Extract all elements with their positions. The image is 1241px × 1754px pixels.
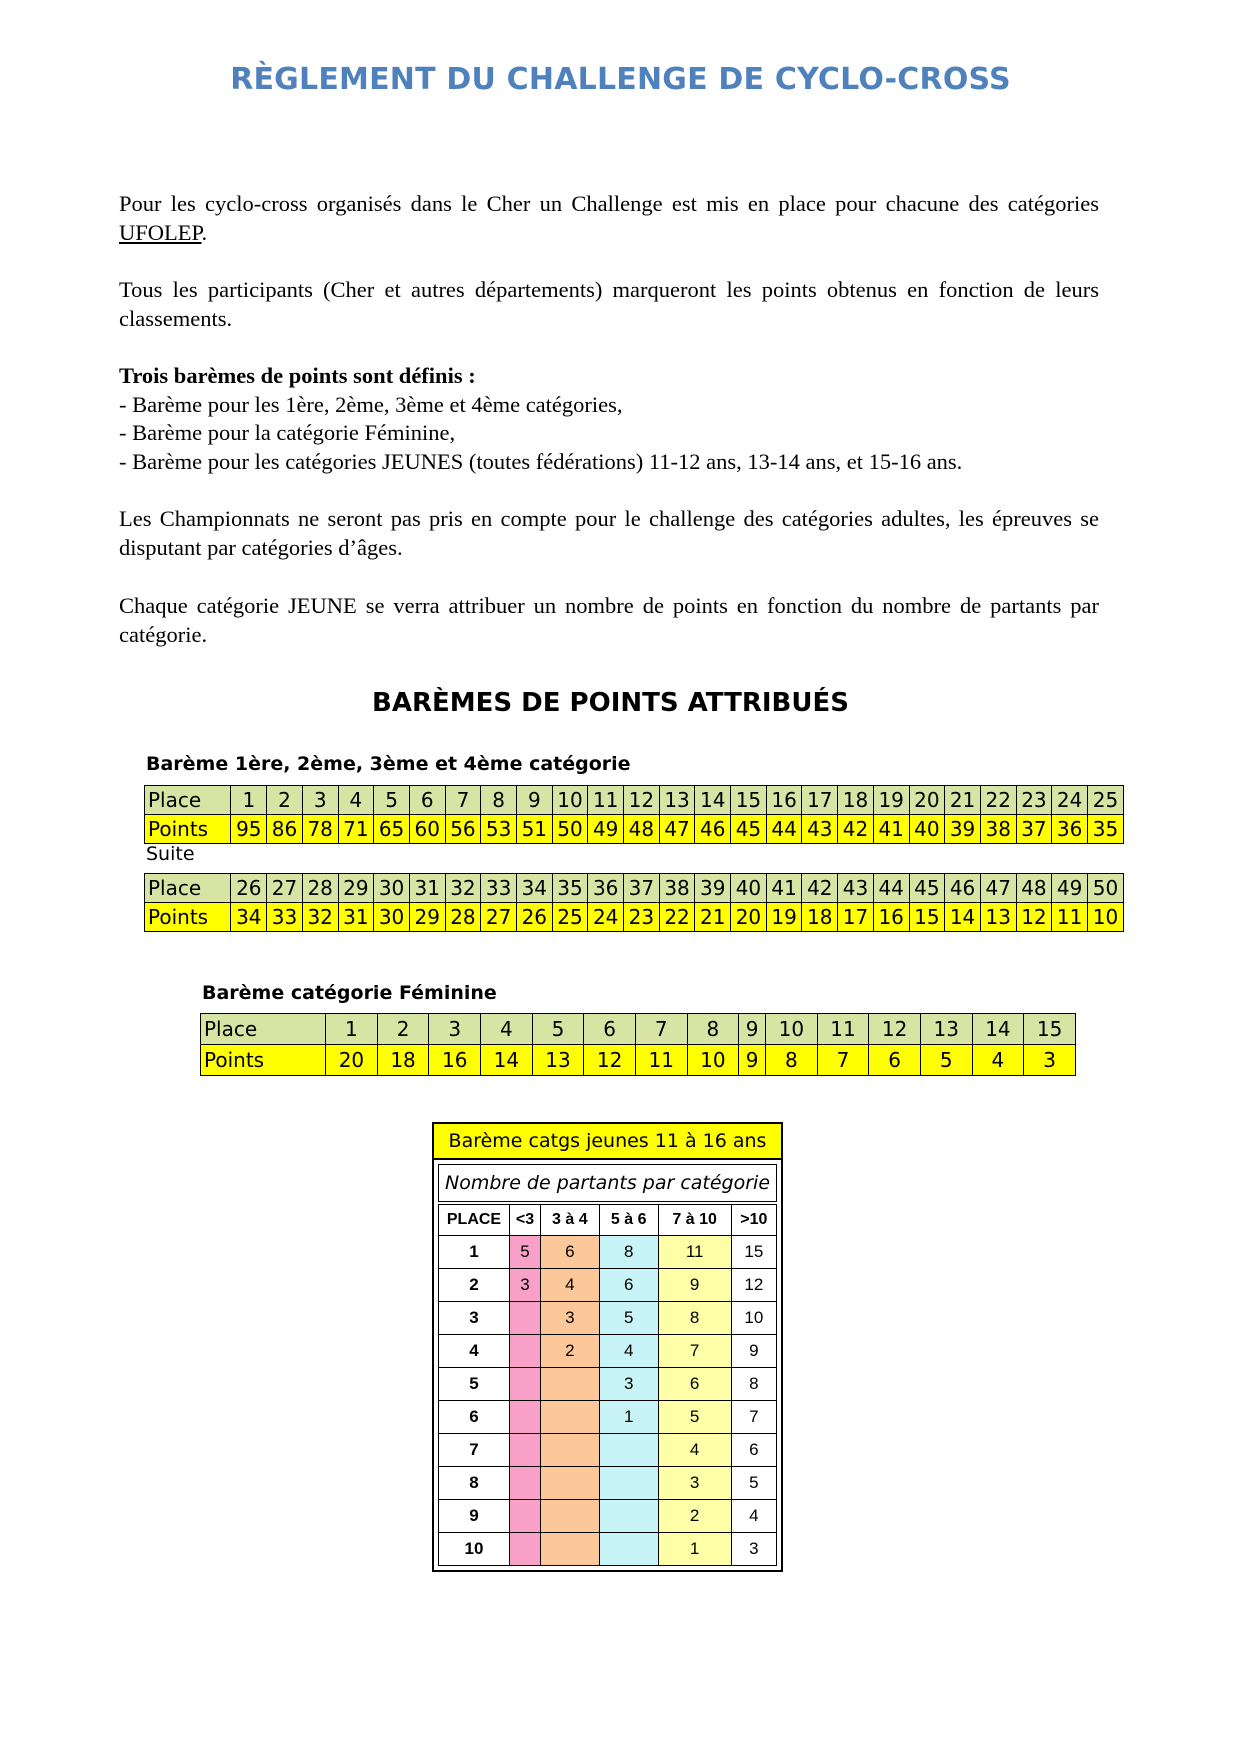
place-cell: 47 xyxy=(980,874,1016,903)
adult-table-part-2 xyxy=(144,873,1124,932)
youth-cell-7to10: 4 xyxy=(658,1434,731,1467)
points-cell: 71 xyxy=(338,815,374,844)
youth-header-7to10: 7 à 10 xyxy=(658,1205,731,1236)
points-cell: 49 xyxy=(588,815,624,844)
place-cell: 20 xyxy=(909,786,945,815)
points-cell: 35 xyxy=(1087,815,1123,844)
page-title: RÈGLEMENT DU CHALLENGE DE CYCLO-CROSS xyxy=(230,62,1011,97)
points-cell: 42 xyxy=(838,815,874,844)
points-label: Points xyxy=(145,815,231,844)
points-cell: 50 xyxy=(552,815,588,844)
place-cell: 2 xyxy=(377,1014,429,1045)
adult-points-row-1 xyxy=(145,815,1124,844)
place-cell: 19 xyxy=(873,786,909,815)
youth-cell-5to6 xyxy=(599,1434,658,1467)
youth-cell-3to4 xyxy=(540,1368,599,1401)
points-cell: 8 xyxy=(766,1045,818,1076)
youth-cell-7to10: 5 xyxy=(658,1401,731,1434)
youth-cell-place: 9 xyxy=(439,1500,510,1533)
youth-cell-place: 8 xyxy=(439,1467,510,1500)
points-cell: 86 xyxy=(267,815,303,844)
place-label: Place xyxy=(145,874,231,903)
youth-cell-3to4 xyxy=(540,1401,599,1434)
place-cell: 43 xyxy=(838,874,874,903)
place-label: Place xyxy=(201,1014,326,1045)
place-cell: 14 xyxy=(695,786,731,815)
table-row xyxy=(439,1335,777,1368)
youth-cell-7to10: 3 xyxy=(658,1467,731,1500)
place-cell: 12 xyxy=(624,786,660,815)
youth-cell-7to10: 2 xyxy=(658,1500,731,1533)
youth-cell-lt3 xyxy=(510,1434,541,1467)
youth-cell-gt10: 12 xyxy=(731,1269,776,1302)
place-cell: 9 xyxy=(739,1014,766,1045)
table-row xyxy=(439,1368,777,1401)
table-row xyxy=(439,1533,777,1566)
intro-paragraph-5: Chaque catégorie JEUNE se verra attribuer un nombre de points en fonction du nombre de partants par catégorie. xyxy=(119,593,1099,647)
place-cell: 9 xyxy=(516,786,552,815)
points-cell: 53 xyxy=(481,815,517,844)
points-cell: 14 xyxy=(945,903,981,932)
youth-cell-5to6: 1 xyxy=(599,1401,658,1434)
place-cell: 49 xyxy=(1052,874,1088,903)
table-row xyxy=(439,1401,777,1434)
youth-cell-gt10: 3 xyxy=(731,1533,776,1566)
place-cell: 37 xyxy=(624,874,660,903)
intro-paragraph-1 xyxy=(119,190,1099,247)
points-cell: 10 xyxy=(1087,903,1123,932)
place-cell: 36 xyxy=(588,874,624,903)
adult-table-part-1 xyxy=(144,785,1124,844)
points-label: Points xyxy=(201,1045,326,1076)
points-cell: 30 xyxy=(374,903,410,932)
youth-header-3to4: 3 à 4 xyxy=(540,1205,599,1236)
youth-cell-lt3: 3 xyxy=(510,1269,541,1302)
place-cell: 14 xyxy=(972,1014,1024,1045)
intro-paragraph-3 xyxy=(119,362,1099,476)
place-cell: 8 xyxy=(687,1014,739,1045)
intro-paragraph-2: Tous les participants (Cher et autres départements) marqueront les points obtenus en fonction de leurs classements. xyxy=(119,277,1099,331)
place-cell: 35 xyxy=(552,874,588,903)
points-cell: 15 xyxy=(909,903,945,932)
place-cell: 13 xyxy=(659,786,695,815)
place-cell: 15 xyxy=(731,786,767,815)
points-cell: 23 xyxy=(624,903,660,932)
place-cell: 11 xyxy=(588,786,624,815)
youth-cell-3to4: 6 xyxy=(540,1236,599,1269)
place-cell: 27 xyxy=(267,874,303,903)
youth-cell-5to6 xyxy=(599,1467,658,1500)
section-title: BARÈMES DE POINTS ATTRIBUÉS xyxy=(372,688,849,718)
points-cell: 36 xyxy=(1052,815,1088,844)
bareme-list-item-2: - Barème pour la catégorie Féminine, xyxy=(119,420,456,445)
youth-cell-gt10: 15 xyxy=(731,1236,776,1269)
intro-p1-end: . xyxy=(201,219,208,245)
youth-cell-gt10: 10 xyxy=(731,1302,776,1335)
points-cell: 4 xyxy=(972,1045,1024,1076)
points-cell: 38 xyxy=(980,815,1016,844)
place-cell: 39 xyxy=(695,874,731,903)
points-cell: 60 xyxy=(409,815,445,844)
feminine-points-row xyxy=(201,1045,1076,1076)
youth-cell-place: 5 xyxy=(439,1368,510,1401)
points-cell: 12 xyxy=(1016,903,1052,932)
adult-points-row-2 xyxy=(145,903,1124,932)
points-cell: 11 xyxy=(1052,903,1088,932)
suite-label: Suite xyxy=(146,843,195,865)
place-cell: 22 xyxy=(980,786,1016,815)
points-cell: 14 xyxy=(481,1045,533,1076)
youth-cell-gt10: 4 xyxy=(731,1500,776,1533)
youth-header-lt3: <3 xyxy=(510,1205,541,1236)
points-cell: 39 xyxy=(945,815,981,844)
points-cell: 18 xyxy=(377,1045,429,1076)
place-cell: 7 xyxy=(635,1014,687,1045)
place-cell: 5 xyxy=(374,786,410,815)
points-cell: 32 xyxy=(302,903,338,932)
points-cell: 21 xyxy=(695,903,731,932)
youth-cell-lt3 xyxy=(510,1467,541,1500)
place-cell: 44 xyxy=(873,874,909,903)
youth-cell-place: 1 xyxy=(439,1236,510,1269)
place-cell: 12 xyxy=(869,1014,921,1045)
place-cell: 4 xyxy=(481,1014,533,1045)
points-cell: 7 xyxy=(817,1045,869,1076)
place-cell: 13 xyxy=(920,1014,972,1045)
youth-cell-7to10: 11 xyxy=(658,1236,731,1269)
youth-cell-5to6: 5 xyxy=(599,1302,658,1335)
points-cell: 13 xyxy=(532,1045,584,1076)
place-cell: 40 xyxy=(731,874,767,903)
points-cell: 13 xyxy=(980,903,1016,932)
place-cell: 25 xyxy=(1087,786,1123,815)
points-cell: 41 xyxy=(873,815,909,844)
place-cell: 33 xyxy=(481,874,517,903)
table-row xyxy=(439,1269,777,1302)
points-cell: 5 xyxy=(920,1045,972,1076)
points-cell: 17 xyxy=(838,903,874,932)
place-cell: 6 xyxy=(584,1014,636,1045)
youth-cell-7to10: 6 xyxy=(658,1368,731,1401)
youth-cell-lt3 xyxy=(510,1368,541,1401)
place-cell: 10 xyxy=(766,1014,818,1045)
place-cell: 5 xyxy=(532,1014,584,1045)
youth-cell-place: 10 xyxy=(439,1533,510,1566)
place-cell: 24 xyxy=(1052,786,1088,815)
youth-cell-lt3 xyxy=(510,1335,541,1368)
points-cell: 31 xyxy=(338,903,374,932)
youth-cell-place: 2 xyxy=(439,1269,510,1302)
youth-cell-lt3 xyxy=(510,1500,541,1533)
place-cell: 18 xyxy=(838,786,874,815)
youth-table-subcaption: Nombre de partants par catégorie xyxy=(438,1164,777,1202)
youth-table xyxy=(432,1122,783,1572)
bareme-list-item-3: - Barème pour les catégories JEUNES (toutes fédérations) 11-12 ans, 13-14 ans, et 15-16 ans. xyxy=(119,448,963,474)
youth-cell-place: 6 xyxy=(439,1401,510,1434)
points-cell: 48 xyxy=(624,815,660,844)
points-cell: 16 xyxy=(873,903,909,932)
points-cell: 27 xyxy=(481,903,517,932)
youth-cell-place: 4 xyxy=(439,1335,510,1368)
points-cell: 43 xyxy=(802,815,838,844)
points-cell: 51 xyxy=(516,815,552,844)
points-cell: 20 xyxy=(326,1045,378,1076)
youth-cell-gt10: 7 xyxy=(731,1401,776,1434)
youth-cell-3to4 xyxy=(540,1500,599,1533)
adult-place-row-1 xyxy=(145,786,1124,815)
table-row xyxy=(439,1434,777,1467)
points-cell: 65 xyxy=(374,815,410,844)
points-cell: 12 xyxy=(584,1045,636,1076)
youth-cell-5to6 xyxy=(599,1533,658,1566)
youth-cell-gt10: 8 xyxy=(731,1368,776,1401)
place-cell: 42 xyxy=(802,874,838,903)
points-cell: 22 xyxy=(659,903,695,932)
points-cell: 40 xyxy=(909,815,945,844)
youth-cell-7to10: 1 xyxy=(658,1533,731,1566)
points-cell: 56 xyxy=(445,815,481,844)
place-cell: 32 xyxy=(445,874,481,903)
youth-cell-place: 7 xyxy=(439,1434,510,1467)
place-cell: 16 xyxy=(766,786,802,815)
points-cell: 16 xyxy=(429,1045,481,1076)
youth-table-caption: Barème catgs jeunes 11 à 16 ans xyxy=(434,1124,781,1160)
points-cell: 19 xyxy=(766,903,802,932)
place-cell: 50 xyxy=(1087,874,1123,903)
youth-cell-place: 3 xyxy=(439,1302,510,1335)
feminine-place-row xyxy=(201,1014,1076,1045)
points-cell: 3 xyxy=(1024,1045,1076,1076)
place-cell: 21 xyxy=(945,786,981,815)
youth-cell-5to6: 4 xyxy=(599,1335,658,1368)
youth-cell-gt10: 5 xyxy=(731,1467,776,1500)
youth-cell-7to10: 7 xyxy=(658,1335,731,1368)
youth-header-gt10: >10 xyxy=(731,1205,776,1236)
youth-cell-3to4 xyxy=(540,1434,599,1467)
place-cell: 28 xyxy=(302,874,338,903)
place-cell: 4 xyxy=(338,786,374,815)
youth-cell-gt10: 9 xyxy=(731,1335,776,1368)
points-cell: 46 xyxy=(695,815,731,844)
points-cell: 9 xyxy=(739,1045,766,1076)
points-label: Points xyxy=(145,903,231,932)
youth-cell-3to4: 4 xyxy=(540,1269,599,1302)
points-cell: 47 xyxy=(659,815,695,844)
place-cell: 46 xyxy=(945,874,981,903)
ufolep-link: UFOLEP xyxy=(119,219,202,245)
youth-cell-5to6: 8 xyxy=(599,1236,658,1269)
points-cell: 24 xyxy=(588,903,624,932)
place-cell: 3 xyxy=(429,1014,481,1045)
place-cell: 23 xyxy=(1016,786,1052,815)
place-cell: 1 xyxy=(231,786,267,815)
youth-cell-lt3: 5 xyxy=(510,1236,541,1269)
points-cell: 33 xyxy=(267,903,303,932)
youth-header-row xyxy=(439,1205,777,1236)
youth-cell-lt3 xyxy=(510,1302,541,1335)
place-cell: 29 xyxy=(338,874,374,903)
table-row xyxy=(439,1467,777,1500)
adult-table-caption: Barème 1ère, 2ème, 3ème et 4ème catégorie xyxy=(146,753,631,775)
youth-header-place: PLACE xyxy=(439,1205,510,1236)
place-cell: 7 xyxy=(445,786,481,815)
place-cell: 8 xyxy=(481,786,517,815)
place-cell: 2 xyxy=(267,786,303,815)
points-cell: 18 xyxy=(802,903,838,932)
youth-grid xyxy=(438,1204,777,1566)
youth-cell-5to6: 6 xyxy=(599,1269,658,1302)
points-cell: 45 xyxy=(731,815,767,844)
place-cell: 41 xyxy=(766,874,802,903)
place-cell: 30 xyxy=(374,874,410,903)
place-cell: 11 xyxy=(817,1014,869,1045)
points-cell: 11 xyxy=(635,1045,687,1076)
points-cell: 26 xyxy=(516,903,552,932)
table-row xyxy=(439,1302,777,1335)
feminine-table xyxy=(200,1013,1076,1076)
points-cell: 37 xyxy=(1016,815,1052,844)
intro-paragraph-4: Les Championnats ne seront pas pris en compte pour le challenge des catégories adultes, les épreuves se disputant par catégories d’âges. xyxy=(119,506,1099,560)
feminine-table-caption: Barème catégorie Féminine xyxy=(202,982,497,1004)
points-cell: 44 xyxy=(766,815,802,844)
points-cell: 25 xyxy=(552,903,588,932)
place-cell: 34 xyxy=(516,874,552,903)
place-cell: 31 xyxy=(409,874,445,903)
intro-p1-text: Pour les cyclo-cross organisés dans le Cher un Challenge est mis en place pour chacune des catégories xyxy=(119,191,1099,216)
youth-cell-3to4 xyxy=(540,1467,599,1500)
youth-cell-3to4: 2 xyxy=(540,1335,599,1368)
place-cell: 1 xyxy=(326,1014,378,1045)
youth-cell-5to6: 3 xyxy=(599,1368,658,1401)
youth-cell-3to4 xyxy=(540,1533,599,1566)
place-cell: 10 xyxy=(552,786,588,815)
points-cell: 20 xyxy=(731,903,767,932)
place-cell: 48 xyxy=(1016,874,1052,903)
place-cell: 3 xyxy=(302,786,338,815)
points-cell: 10 xyxy=(687,1045,739,1076)
points-cell: 6 xyxy=(869,1045,921,1076)
place-cell: 45 xyxy=(909,874,945,903)
place-cell: 6 xyxy=(409,786,445,815)
points-cell: 78 xyxy=(302,815,338,844)
bareme-heading: Trois barèmes de points sont définis : xyxy=(119,363,476,388)
table-row xyxy=(439,1500,777,1533)
place-cell: 17 xyxy=(802,786,838,815)
place-cell: 26 xyxy=(231,874,267,903)
youth-cell-7to10: 8 xyxy=(658,1302,731,1335)
youth-header-5to6: 5 à 6 xyxy=(599,1205,658,1236)
points-cell: 29 xyxy=(409,903,445,932)
table-row xyxy=(439,1236,777,1269)
place-cell: 38 xyxy=(659,874,695,903)
adult-place-row-2 xyxy=(145,874,1124,903)
youth-cell-5to6 xyxy=(599,1500,658,1533)
place-cell: 15 xyxy=(1024,1014,1076,1045)
bareme-list-item-1: - Barème pour les 1ère, 2ème, 3ème et 4ème catégories, xyxy=(119,391,623,417)
youth-cell-3to4: 3 xyxy=(540,1302,599,1335)
youth-cell-7to10: 9 xyxy=(658,1269,731,1302)
youth-cell-lt3 xyxy=(510,1533,541,1566)
points-cell: 34 xyxy=(231,903,267,932)
youth-cell-gt10: 6 xyxy=(731,1434,776,1467)
place-label: Place xyxy=(145,786,231,815)
youth-cell-lt3 xyxy=(510,1401,541,1434)
points-cell: 95 xyxy=(231,815,267,844)
points-cell: 28 xyxy=(445,903,481,932)
